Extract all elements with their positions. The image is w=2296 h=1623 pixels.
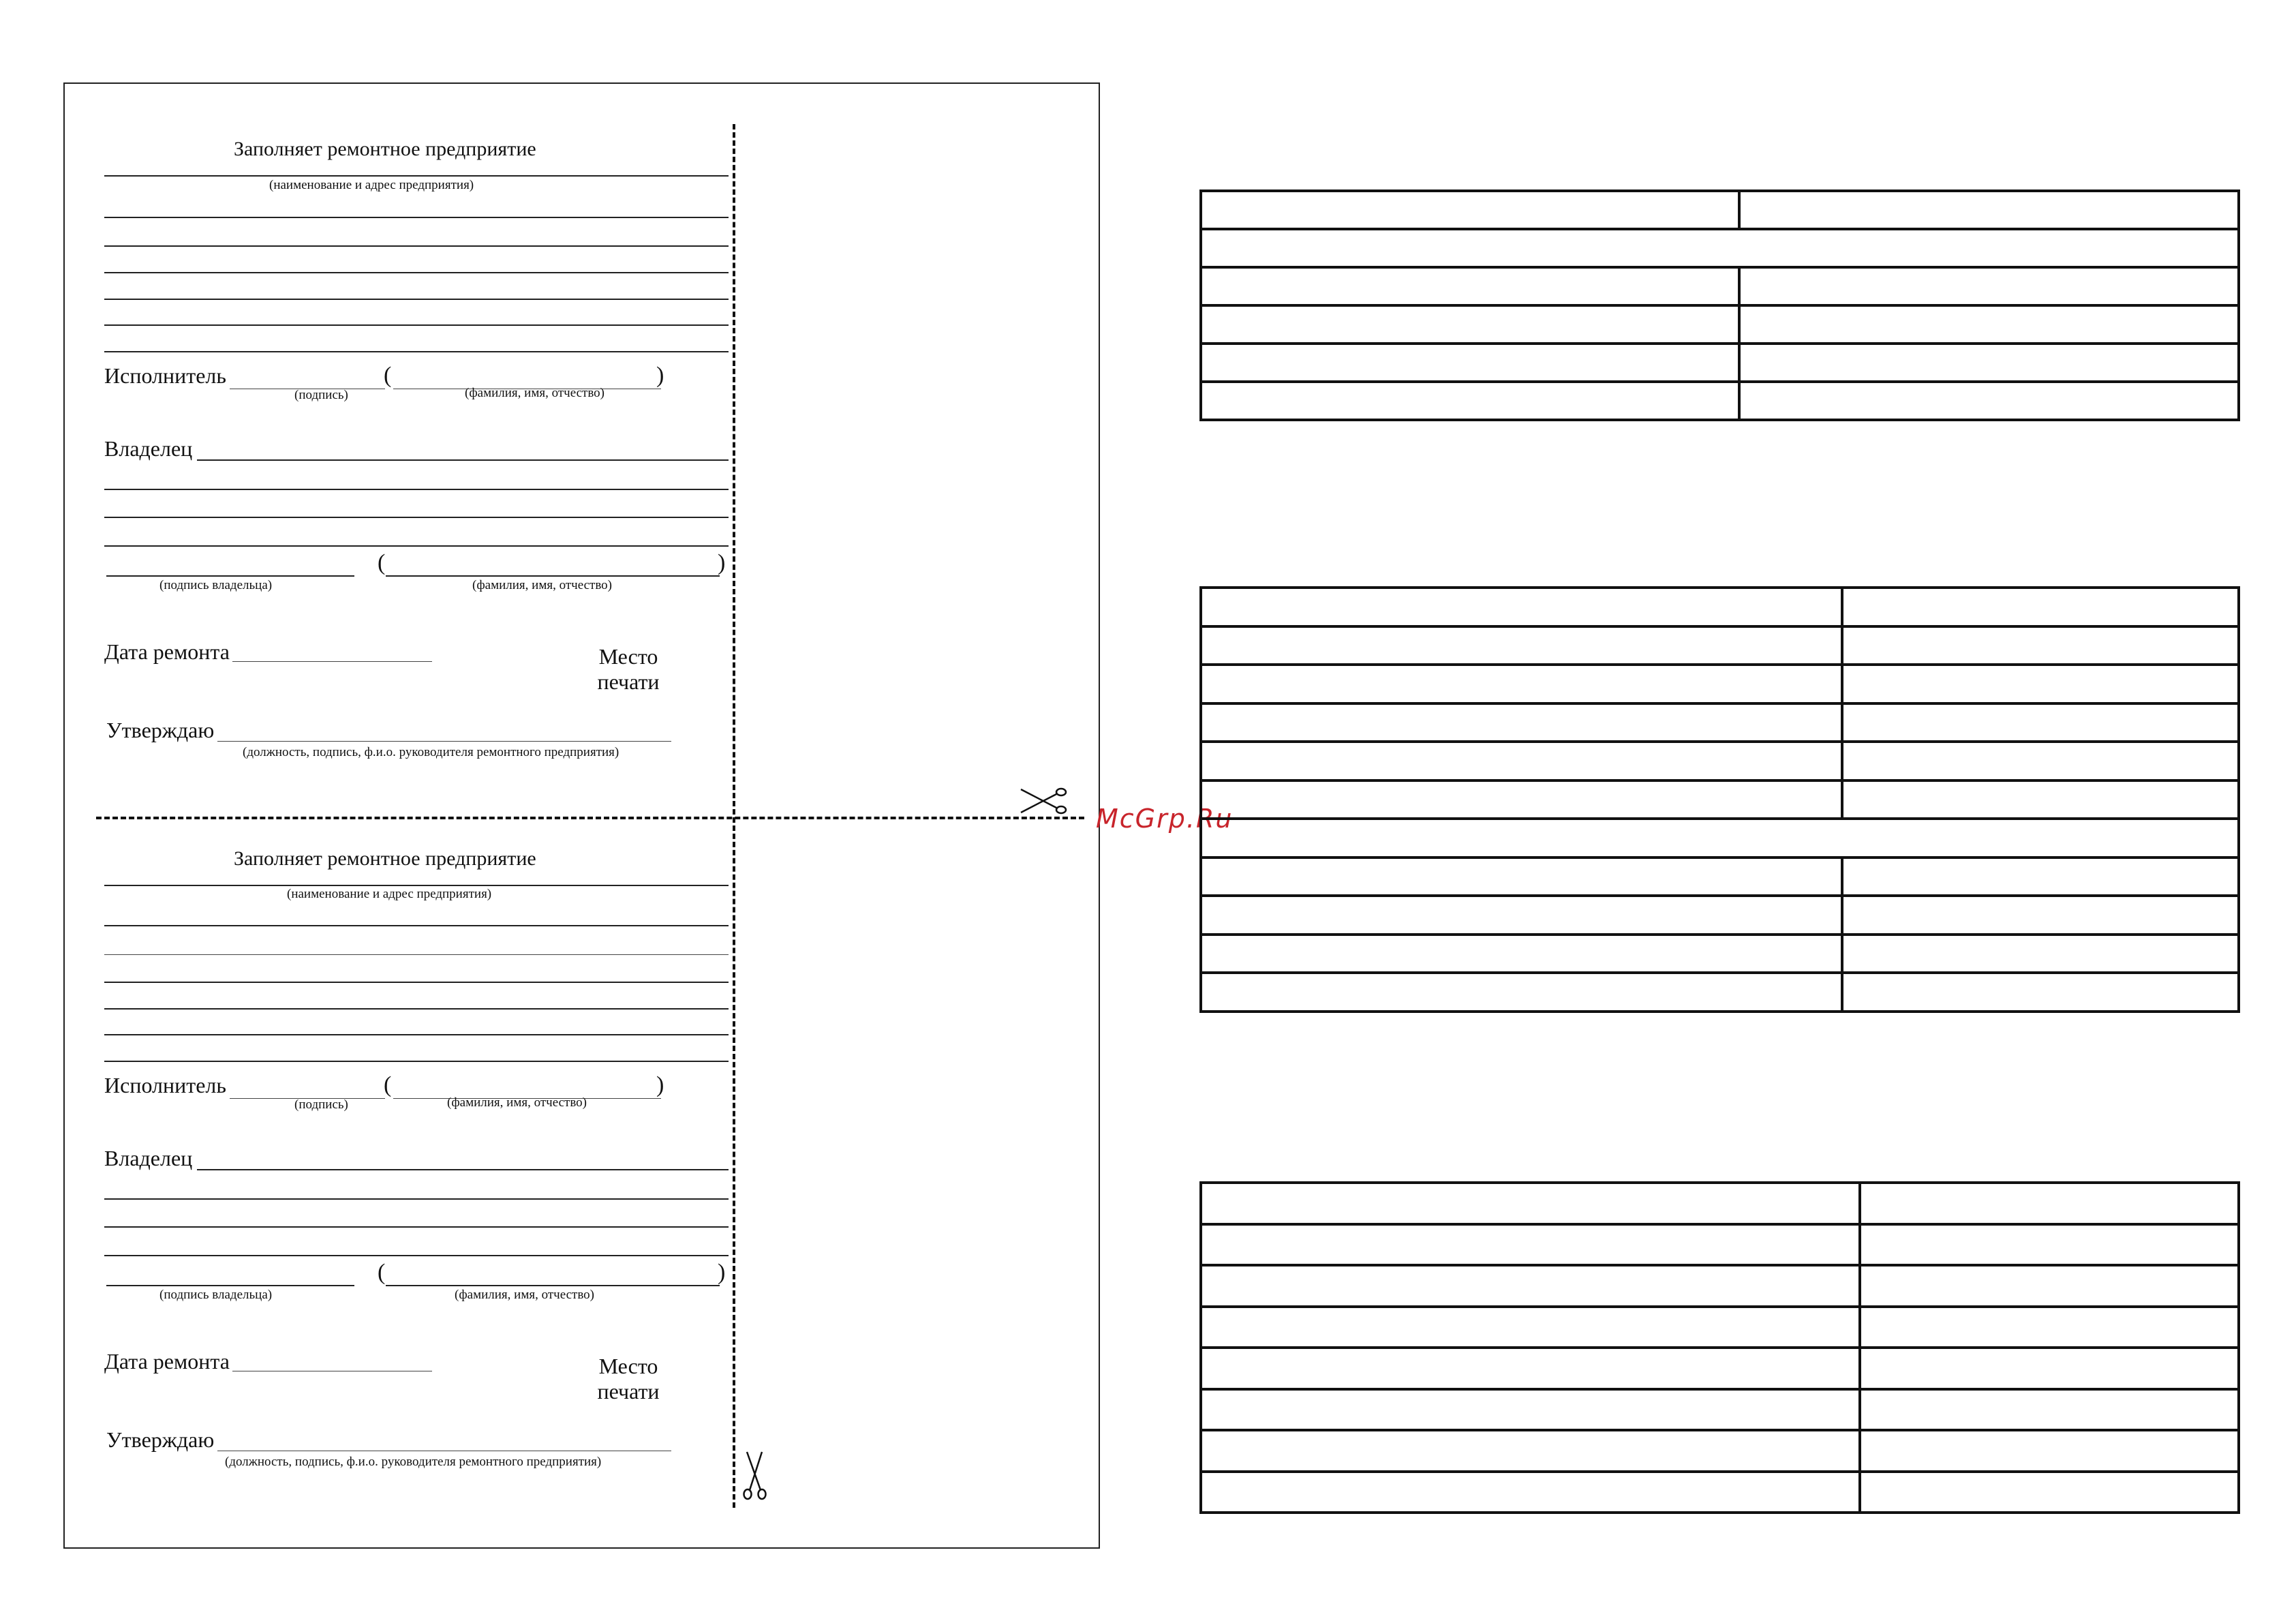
approver-caption: (должность, подпись, ф.и.о. руководителя ремонтного предприятия) [243,745,619,759]
enterprise-line[interactable] [104,175,729,177]
table-cell[interactable] [1201,935,1842,973]
blank-line[interactable] [104,324,729,326]
table-cell[interactable] [1201,382,1739,420]
table-cell[interactable] [1860,1224,2239,1266]
blank-line[interactable] [104,982,729,983]
table-row [1201,1348,2239,1389]
table-row [1201,305,2239,344]
table-cell[interactable] [1201,626,1842,665]
table-row [1201,382,2239,420]
scissors-icon [740,1449,771,1501]
approver-caption: (должность, подпись, ф.и.о. руководителя ремонтного предприятия) [225,1455,602,1469]
owner-fio-line[interactable] [386,575,720,577]
table-cell[interactable] [1842,973,2239,1012]
table-row [1201,1389,2239,1431]
table-row [1201,1472,2239,1513]
table-row [1201,626,2239,665]
blank-line[interactable] [104,1034,729,1035]
table-row [1201,858,2239,896]
owner-line[interactable] [197,1169,729,1170]
owner-signature-caption: (подпись владельца) [159,1288,273,1302]
blank-line[interactable] [104,1255,729,1256]
table-cell[interactable] [1201,1224,1860,1266]
table-cell[interactable] [1201,1348,1860,1389]
table-row [1201,819,2239,858]
repair-form-sheet [63,82,1100,1549]
table-cell[interactable] [1201,1389,1860,1431]
paren-open: ( [378,1260,386,1285]
table-cell[interactable] [1842,665,2239,703]
repair-date-line[interactable] [232,661,432,662]
table-cell-merged[interactable] [1201,819,2239,858]
table-cell[interactable] [1201,588,1842,626]
paren-open: ( [378,550,386,575]
table-row [1201,665,2239,703]
table-cell[interactable] [1860,1265,2239,1307]
table-cell[interactable] [1739,344,2239,382]
approve-label: Утверждаю [106,1427,215,1452]
blank-line[interactable] [104,1061,729,1062]
executor-label: Исполнитель [104,1073,226,1097]
table-cell[interactable] [1860,1307,2239,1348]
approve-label: Утверждаю [106,718,215,742]
table-row [1201,1430,2239,1472]
table-cell[interactable] [1842,935,2239,973]
paren-close: ) [718,550,726,575]
table-cell[interactable] [1860,1389,2239,1431]
table-row [1201,896,2239,935]
table-cell[interactable] [1842,703,2239,742]
blank-line[interactable] [104,1226,729,1228]
blank-line[interactable] [104,272,729,273]
fio-caption: (фамилия, имя, отчество) [447,1095,587,1110]
paren-open: ( [384,363,392,388]
coupon-heading: Заполняет ремонтное предприятие [234,138,536,160]
blank-line[interactable] [104,545,729,547]
owner-signature-line[interactable] [106,575,354,577]
table-row [1201,1307,2239,1348]
fio-caption: (фамилия, имя, отчество) [472,578,613,592]
table-cell[interactable] [1201,896,1842,935]
table-cell[interactable] [1842,588,2239,626]
blank-line[interactable] [104,517,729,518]
table-cell[interactable] [1201,780,1842,819]
executor-label: Исполнитель [104,363,226,388]
table-row [1201,1265,2239,1307]
owner-signature-line[interactable] [106,1285,354,1286]
approve-line[interactable] [217,741,671,742]
blank-line[interactable] [104,489,729,490]
owner-fio-line[interactable] [386,1285,720,1286]
blank-line[interactable] [104,245,729,247]
blank-line[interactable] [104,954,729,955]
vertical-cut-line [733,124,735,1508]
table-cell[interactable] [1201,742,1842,780]
table-row [1201,1183,2239,1224]
table-cell[interactable] [1739,191,2239,229]
repair-date-label: Дата ремонта [104,1349,230,1374]
paren-open: ( [384,1072,392,1097]
blank-line[interactable] [104,217,729,218]
blank-table-2 [1199,586,2240,1013]
watermark-text: McGrp.Ru [1096,804,1234,834]
owner-label: Владелец [104,1146,193,1170]
table-row [1201,191,2239,229]
paren-close: ) [656,363,664,388]
table-cell[interactable] [1739,382,2239,420]
table-row [1201,935,2239,973]
owner-signature-caption: (подпись владельца) [159,578,273,592]
signature-caption: (подпись) [294,1097,348,1112]
table-cell[interactable] [1201,1183,1860,1224]
stamp-place: Место печати [597,1354,660,1404]
table-cell[interactable] [1201,973,1842,1012]
table-row [1201,267,2239,305]
table-row [1201,1224,2239,1266]
scissors-icon [1015,785,1067,817]
blank-table-3 [1199,1181,2240,1514]
blank-line[interactable] [104,1198,729,1200]
table-row [1201,780,2239,819]
table-row [1201,703,2239,742]
table-cell[interactable] [1842,896,2239,935]
table-cell[interactable] [1739,267,2239,305]
table-row [1201,229,2239,267]
table-cell[interactable] [1860,1430,2239,1472]
table-cell[interactable] [1201,703,1842,742]
horizontal-cut-line [96,817,1084,819]
fio-caption: (фамилия, имя, отчество) [465,386,605,400]
table-cell[interactable] [1201,1472,1860,1513]
stamp-place: Место печати [597,644,660,694]
table-cell[interactable] [1201,665,1842,703]
enterprise-caption: (наименование и адрес предприятия) [287,887,492,901]
table-cell[interactable] [1842,626,2239,665]
table-cell[interactable] [1842,858,2239,896]
coupon-heading: Заполняет ремонтное предприятие [234,847,536,870]
table-cell[interactable] [1201,1307,1860,1348]
table-row [1201,742,2239,780]
table-cell[interactable] [1201,858,1842,896]
table-cell[interactable] [1201,191,1739,229]
table-cell[interactable] [1842,742,2239,780]
blank-line[interactable] [104,1008,729,1010]
table-cell[interactable] [1201,344,1739,382]
table-cell[interactable] [1842,780,2239,819]
blank-line[interactable] [104,351,729,352]
table-cell-merged[interactable] [1201,229,2239,267]
blank-table-1 [1199,189,2240,421]
table-cell[interactable] [1201,305,1739,344]
blank-line[interactable] [104,925,729,926]
enterprise-caption: (наименование и адрес предприятия) [269,178,474,192]
owner-line[interactable] [197,459,729,461]
signature-caption: (подпись) [294,388,348,402]
paren-close: ) [718,1260,726,1285]
table-cell[interactable] [1201,267,1739,305]
repair-date-label: Дата ремонта [104,639,230,664]
table-cell[interactable] [1860,1183,2239,1224]
fio-caption: (фамилия, имя, отчество) [455,1288,595,1302]
table-row [1201,588,2239,626]
table-cell[interactable] [1860,1472,2239,1513]
table-row [1201,344,2239,382]
table-row [1201,973,2239,1012]
owner-label: Владелец [104,436,193,461]
enterprise-line[interactable] [104,885,729,886]
blank-line[interactable] [104,299,729,300]
paren-close: ) [656,1072,664,1097]
table-cell[interactable] [1739,305,2239,344]
table-cell[interactable] [1201,1265,1860,1307]
table-cell[interactable] [1860,1348,2239,1389]
table-cell[interactable] [1201,1430,1860,1472]
